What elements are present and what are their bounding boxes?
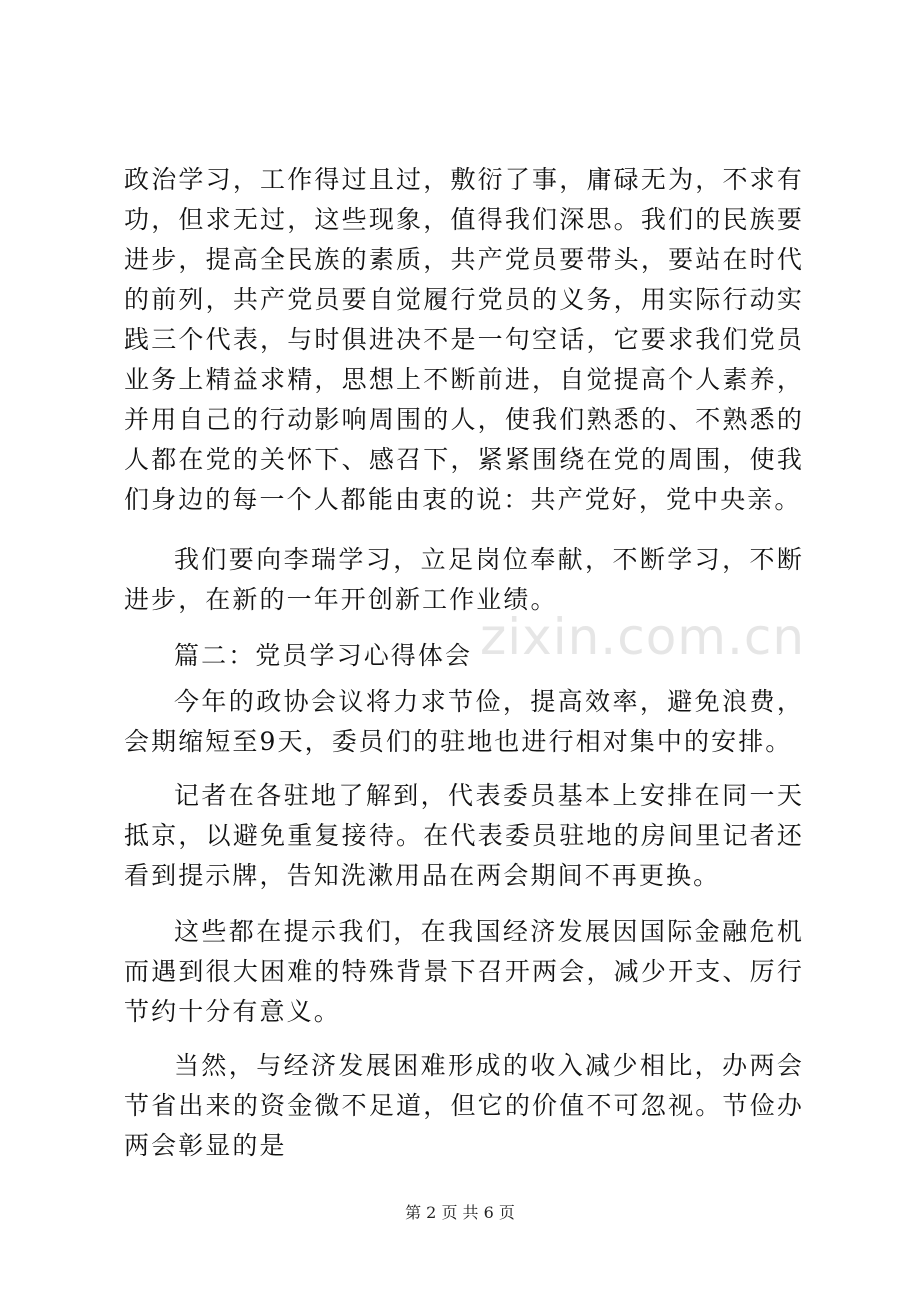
- paragraph-2: 我们要向李瑞学习，立足岗位奉献，不断学习，不断进步，在新的一年开创新工作业绩。: [124, 545, 804, 614]
- page-footer: 第 2 页 共 6 页: [405, 1203, 515, 1222]
- paragraph-1: 政治学习，工作得过且过，敷衍了事，庸碌无为，不求有功，但求无过，这些现象，值得我们深思。我们的民族要进步，提高全民族的素质，共产党员要带头，要站在时代的前列，共产党员要自觉履行党员的义务，用实际行动实践三个代表，与时俱进决不是一句空话，它要求我们党员业务上精益求精，思想上不断前进，自觉提高个人素养，并用自己的行动影响周围的人，使我们熟悉的、不熟悉的人都在党的关怀下、感召下，紧紧围绕在党的周围，使我们身边的每一个人都能由衷的说：共产党好，党中央亲。: [124, 165, 804, 514]
- paragraph-6: 当然，与经济发展困难形成的收入减少相比，办两会节省出来的资金微不足道，但它的价值不可忽视。节俭办两会彰显的是: [124, 1051, 804, 1160]
- section-heading: 篇二：党员学习心得体会: [174, 641, 473, 670]
- paragraph-3: 今年的政协会议将力求节俭，提高效率，避免浪费，会期缩短至9天，委员们的驻地也进行相对集中的安排。: [124, 687, 804, 756]
- paragraph-4: 记者在各驻地了解到，代表委员基本上安排在同一天抵京，以避免重复接待。在代表委员驻地的房间里记者还看到提示牌，告知洗漱用品在两会期间不再更换。: [124, 781, 804, 890]
- paragraph-5: 这些都在提示我们，在我国经济发展因国际金融危机而遇到很大困难的特殊背景下召开两会，减少开支、厉行节约十分有意义。: [124, 917, 804, 1026]
- watermark: zixin.com.cn: [480, 608, 806, 666]
